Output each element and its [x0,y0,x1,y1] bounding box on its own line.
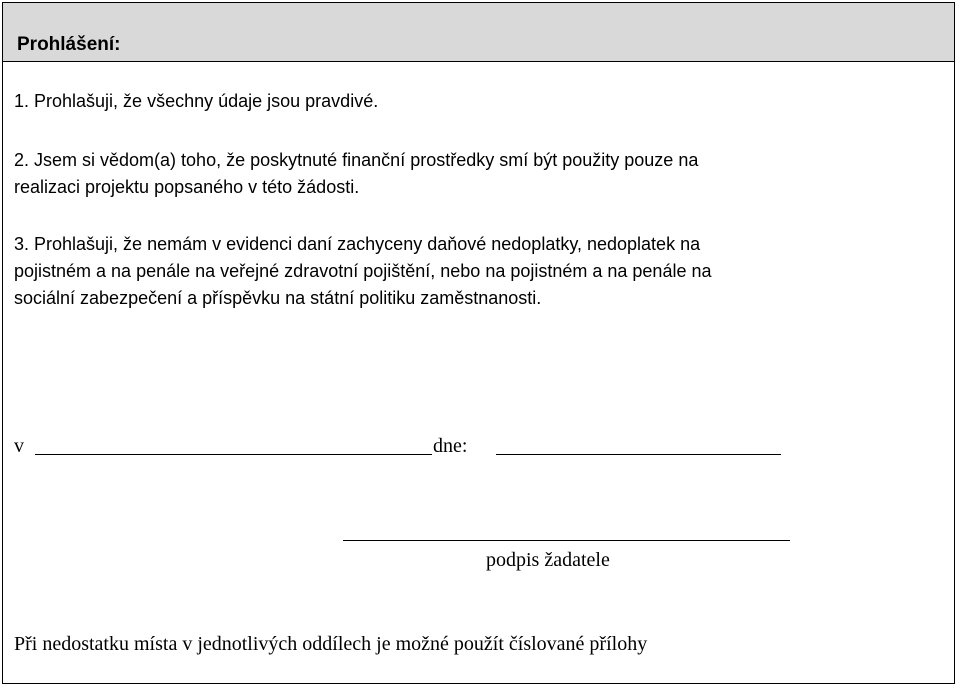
declaration-item-2-line: realizaci projektu popsaného v této žádosti. [14,177,360,197]
signature-blank-field[interactable] [343,540,790,541]
declaration-item-3-line: pojistném a na penále na veřejné zdravotní pojištění, nebo na pojistném a na penále na [14,261,712,281]
declaration-header [3,3,954,62]
declaration-item-3 [14,231,711,312]
attachments-note: Při nedostatku místa v jednotlivých oddílech je možné použít číslované přílohy [14,633,648,655]
place-label: v [14,435,24,457]
place-blank-field[interactable] [35,454,432,455]
date-blank-field[interactable] [496,454,781,455]
declaration-item-2-line: 2. Jsem si vědom(a) toho, že poskytnuté finanční prostředky smí být použity pouze na [14,150,699,170]
declaration-title: Prohlášení: [17,34,121,55]
declaration-item-2 [14,147,698,201]
declaration-item-1: 1. Prohlašuji, že všechny údaje jsou pravdivé. [14,91,379,111]
declaration-item-3-line: 3. Prohlašuji, že nemám v evidenci daní zachyceny daňové nedoplatky, nedoplatek na [14,234,701,254]
signature-label: podpis žadatele [486,549,610,571]
date-label: dne: [433,435,468,457]
declaration-item-3-line: sociální zabezpečení a příspěvku na státní politiku zaměstnanosti. [14,288,542,308]
